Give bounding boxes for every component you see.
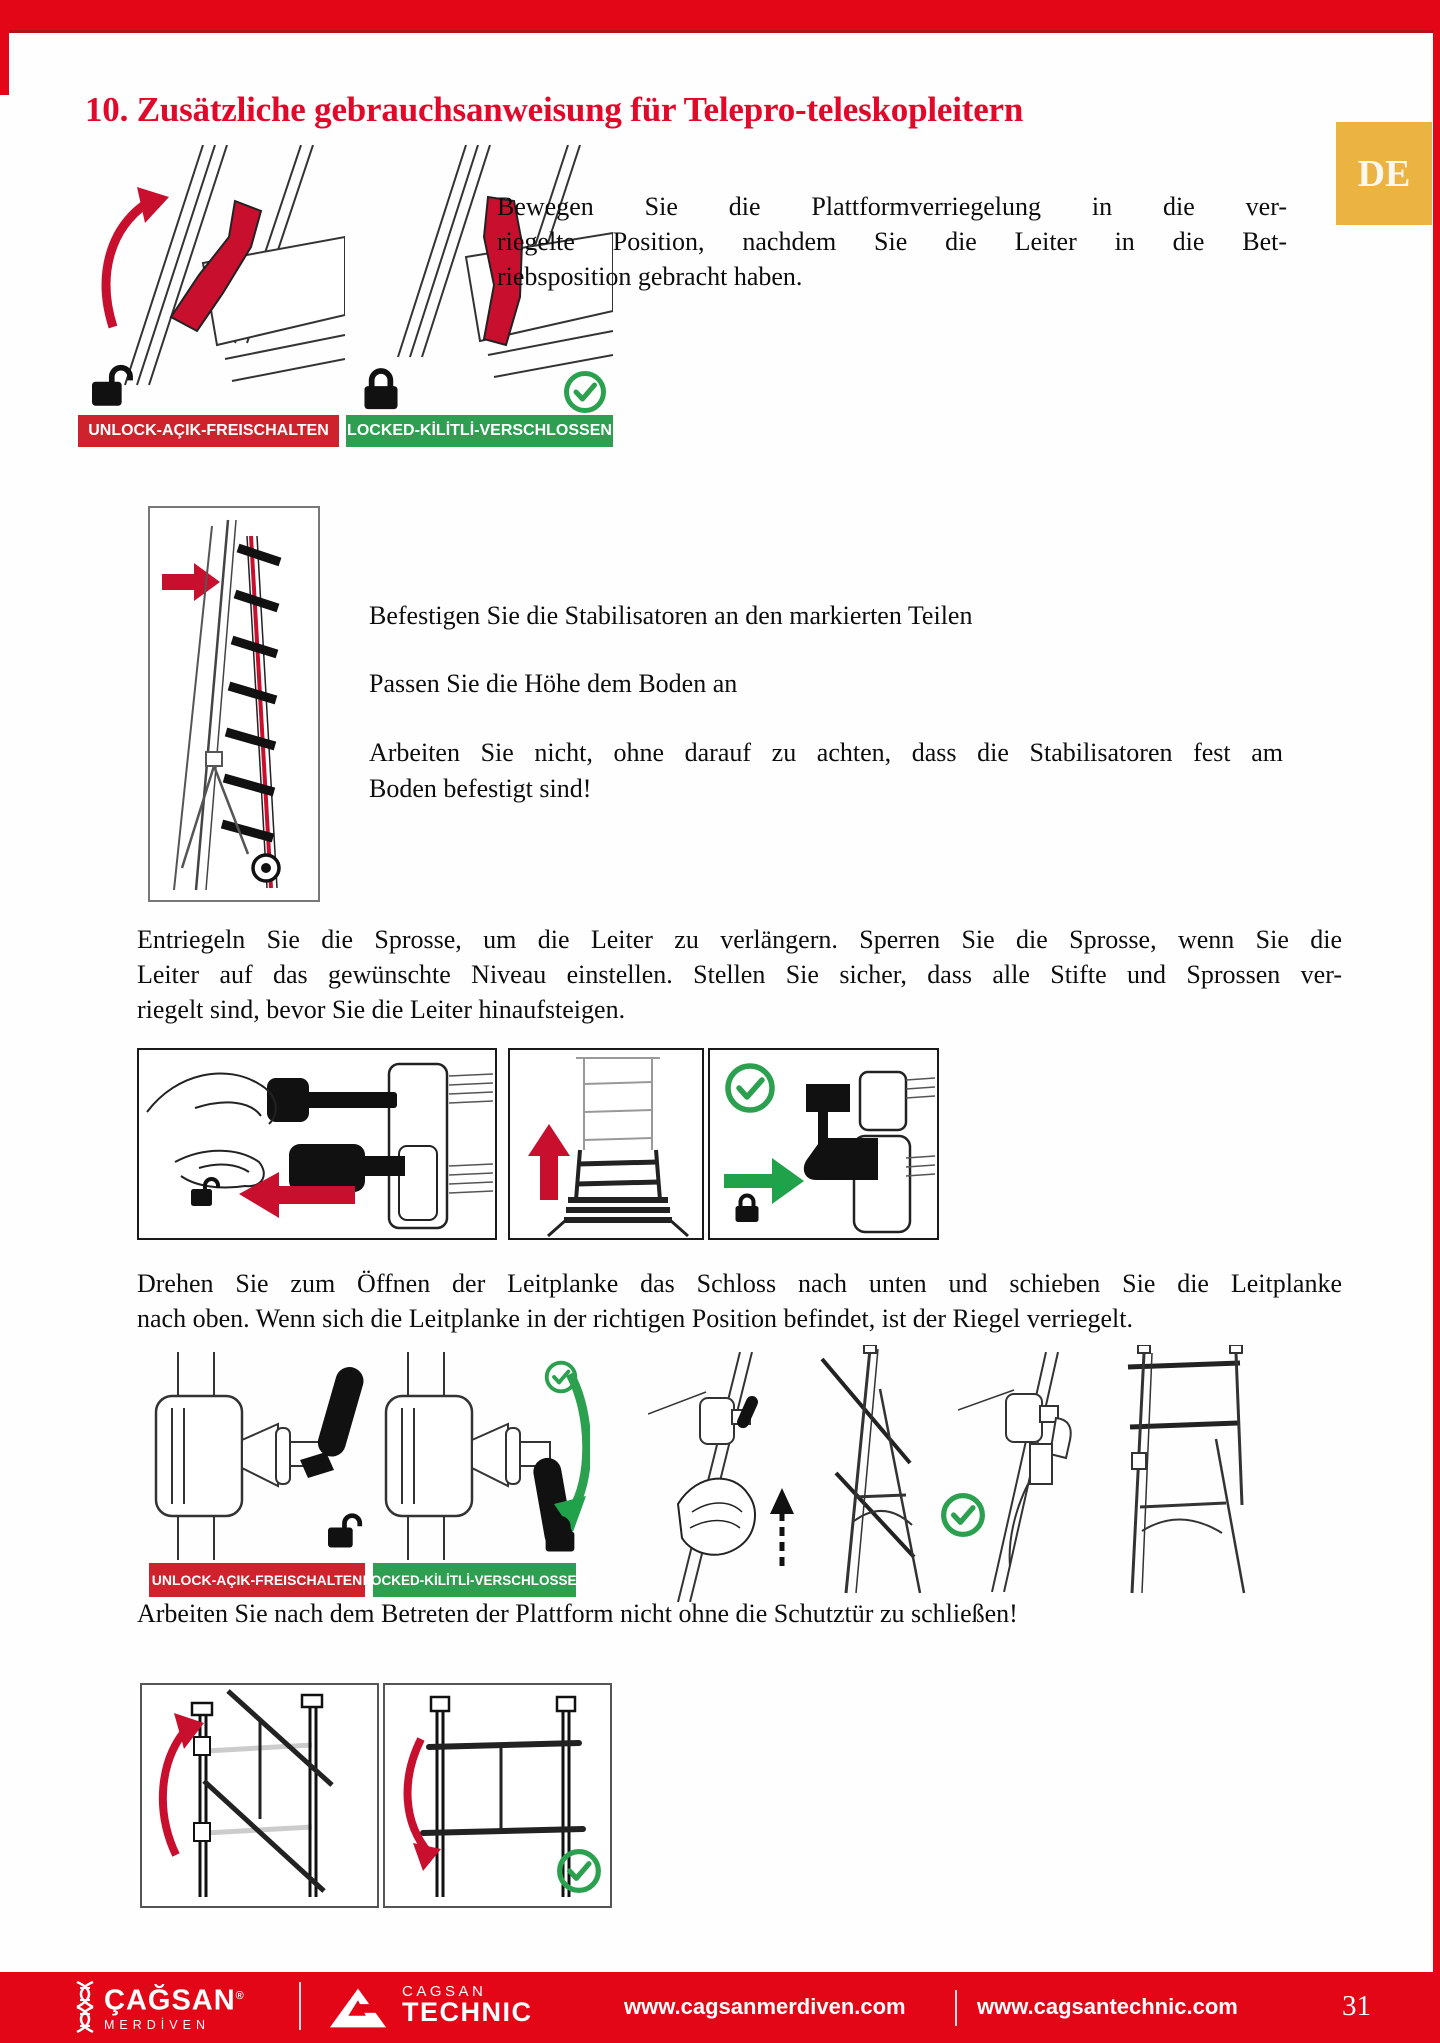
page-title: 10. Zusätzliche gebrauchsanweisung für Telepro-teleskopleitern — [85, 90, 1024, 129]
hand-drawing — [147, 1073, 276, 1187]
unlock-label-bar-2 — [149, 1563, 365, 1597]
footer-bar — [0, 1972, 1440, 2043]
text-line: Boden befestigt sind! — [369, 774, 592, 803]
locked-label-text: LOCKED-KİLİTLİ-VERSCHLOSSEN — [347, 422, 612, 439]
check-circle-icon — [563, 370, 607, 414]
right-red-edge — [1433, 0, 1440, 1975]
stepladder-side-view-1 — [808, 1345, 928, 1600]
pin-pull-panel — [137, 1048, 497, 1240]
red-arrow-right — [162, 563, 220, 601]
lock-handle — [1050, 1418, 1071, 1458]
footer-divider — [955, 1990, 957, 2026]
unlock-label-bar — [78, 415, 339, 447]
locked-label-bar — [346, 415, 613, 447]
cagsan-technic-icon — [327, 1986, 389, 2030]
text-line: Bewegen Sie die Plattformverriegelung in die ver- — [497, 192, 1287, 221]
language-badge — [1336, 122, 1432, 225]
brand-cagsan-merdiven — [104, 1982, 245, 2032]
pin-locked-panel — [708, 1048, 939, 1240]
locked-label-bar-2 — [362, 1563, 587, 1597]
check-circle-icon — [556, 1848, 602, 1894]
gate-bar-closed — [429, 1743, 579, 1747]
left-red-edge — [0, 0, 9, 95]
lock-pin — [297, 1092, 397, 1108]
slide-guardrail-hand-illustration — [648, 1352, 808, 1602]
stabilizer-warning — [369, 735, 1283, 807]
black-arrow-up — [770, 1488, 794, 1514]
green-rotate-arrow — [570, 1374, 587, 1510]
stepladder-side-view-2 — [1118, 1345, 1253, 1600]
padlock-closed-icon — [362, 366, 404, 410]
hand-drawing — [678, 1479, 755, 1555]
stabilizer-line1: Befestigen Sie die Stabilisatoren an den markierten Teilen — [369, 601, 973, 630]
ladder-stabilizer-drawing — [150, 508, 318, 900]
unlock-label-text: UNLOCK-AÇIK-FREISCHALTEN — [151, 1572, 363, 1588]
brand-name: ÇAĞSAN® — [104, 1984, 245, 2017]
text-line: Leiter auf das gewünschte Niveau einstellen. Stellen Sie sicher, dass alle Stifte und Sprossen ver- — [137, 960, 1342, 989]
top-red-bar — [0, 0, 1440, 33]
check-circle-icon — [728, 1066, 772, 1110]
gate-paragraph: Arbeiten Sie nach dem Betreten der Plattform nicht ohne die Schutztür zu schließen! — [137, 1599, 1018, 1628]
padlock-open-icon — [92, 363, 140, 411]
text-line: Drehen Sie zum Öffnen der Leitplanke das Schloss nach unten und schieben Sie die Leitplanke — [137, 1269, 1342, 1298]
platform-lock-text — [497, 189, 1287, 294]
lock-handle-up — [315, 1364, 365, 1460]
text-line: Entriegeln Sie die Sprosse, um die Leiter zu verlängern. Sperren Sie die Sprosse, wenn Sie die — [137, 925, 1342, 954]
language-badge-label: DE — [1357, 152, 1411, 195]
red-arrow-up — [528, 1124, 570, 1156]
unlock-label-text: UNLOCK-AÇIK-FREISCHALTEN — [88, 422, 329, 439]
footer-url-merdiven: www.cagsanmerdiven.com — [624, 1994, 906, 2019]
stabilizer-illustration-frame — [148, 506, 320, 902]
registered-mark: ® — [235, 1990, 245, 2002]
stabilizer-line2: Passen Sie die Höhe dem Boden an — [369, 669, 738, 698]
padlock-open-icon — [328, 1512, 368, 1550]
footer-url-technic: www.cagsantechnic.com — [977, 1994, 1238, 2019]
text-line: riebsposition gebracht haben. — [497, 262, 803, 291]
text-line: nach oben. Wenn sich die Leitplanke in der richtigen Position befindet, ist der Riegel verriegelt. — [137, 1304, 1133, 1333]
text-line: riegelt sind, bevor Sie die Leiter hinaufsteigen. — [137, 995, 626, 1024]
dna-helix-icon — [72, 1980, 98, 2034]
rungs-paragraph — [137, 922, 1342, 1027]
padlock-closed-icon — [736, 1196, 759, 1223]
padlock-closed-icon — [543, 1514, 577, 1554]
brand-name-top: CAGSAN — [402, 1983, 487, 2000]
guardrail-paragraph — [137, 1266, 1342, 1336]
check-circle-icon — [544, 1360, 578, 1394]
text-line: riegelte Position, nachdem Sie die Leiter in die Bet- — [497, 227, 1287, 256]
text-line: Arbeiten Sie nicht, ohne darauf zu achten, dass die Stabilisatoren fest am — [369, 738, 1283, 767]
gate-open-panel — [140, 1683, 379, 1908]
guardrail-knob-side-illustration — [958, 1352, 1108, 1592]
extend-ladder-panel — [508, 1048, 704, 1240]
brand-name-bottom: TECHNIC — [402, 1997, 533, 2027]
brand-subtitle: MERDİVEN — [104, 2017, 210, 2032]
locked-label-text: LOCKED-KİLİTLİ-VERSCHLOSSEN — [362, 1572, 587, 1588]
page-number: 31 — [1342, 1990, 1371, 2022]
rotate-arrow — [106, 203, 147, 327]
green-arrow-right — [724, 1158, 804, 1204]
brand-cagsan-technic — [402, 1984, 533, 2025]
footer-divider — [299, 1982, 301, 2030]
